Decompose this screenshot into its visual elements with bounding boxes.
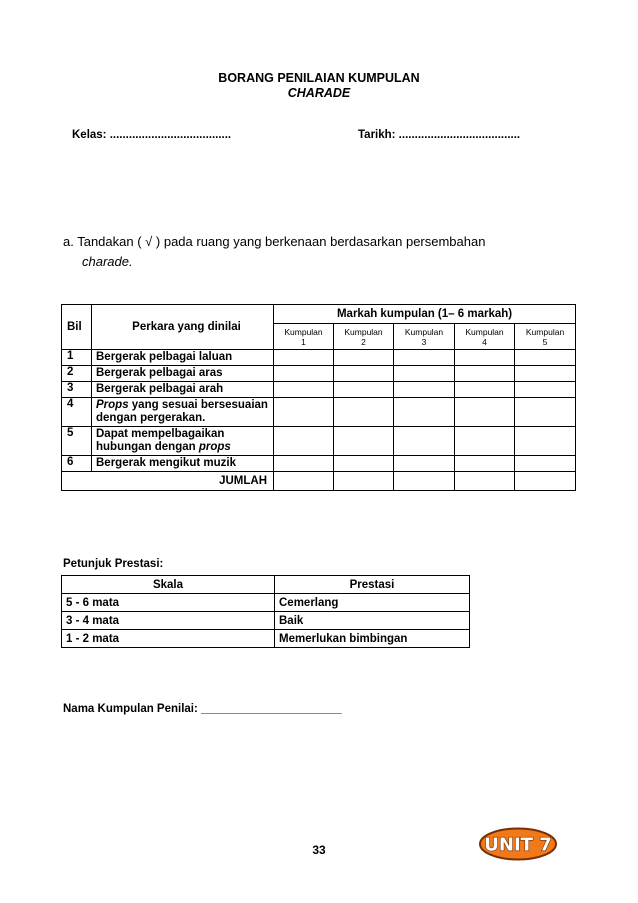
mark-cell[interactable]	[394, 427, 455, 456]
header-bil: Bil	[62, 305, 92, 350]
mark-cell[interactable]	[455, 382, 515, 398]
table-row: 3 - 4 mata Baik	[62, 612, 470, 630]
table-row: 6 Bergerak mengikut muzik	[62, 456, 576, 472]
mark-cell[interactable]	[394, 456, 455, 472]
mark-cell[interactable]	[515, 366, 576, 382]
mark-cell[interactable]	[515, 350, 576, 366]
mark-cell[interactable]	[274, 350, 334, 366]
group-header-5: Kumpulan 5	[515, 324, 576, 350]
mark-cell[interactable]	[455, 350, 515, 366]
group-header-1: Kumpulan 1	[274, 324, 334, 350]
mark-cell[interactable]	[274, 456, 334, 472]
total-cell[interactable]	[455, 472, 515, 491]
mark-cell[interactable]	[455, 398, 515, 427]
header-skala: Skala	[62, 576, 275, 594]
unit-7-badge	[478, 827, 558, 861]
mark-cell[interactable]	[274, 366, 334, 382]
badge-text: UNIT 7	[484, 834, 552, 856]
mark-cell[interactable]	[515, 398, 576, 427]
mark-cell[interactable]	[515, 382, 576, 398]
header-markah: Markah kumpulan (1– 6 markah)	[274, 305, 576, 324]
mark-cell[interactable]	[334, 382, 394, 398]
mark-cell[interactable]	[394, 350, 455, 366]
header-prestasi: Prestasi	[275, 576, 470, 594]
form-title: BORANG PENILAIAN KUMPULAN	[218, 71, 420, 85]
group-header-2: Kumpulan 2	[334, 324, 394, 350]
nama-kumpulan-field: Nama Kumpulan Penilai: ______________________	[63, 703, 342, 715]
mark-cell[interactable]	[334, 366, 394, 382]
petunjuk-label: Petunjuk Prestasi:	[63, 558, 164, 570]
marks-table	[61, 304, 576, 491]
mark-cell[interactable]	[394, 398, 455, 427]
mark-cell[interactable]	[455, 366, 515, 382]
group-header-4: Kumpulan 4	[455, 324, 515, 350]
mark-cell[interactable]	[334, 456, 394, 472]
table-row: 2 Bergerak pelbagai aras	[62, 366, 576, 382]
page-number: 33	[312, 843, 326, 857]
mark-cell[interactable]	[394, 366, 455, 382]
kelas-field: Kelas: ......................................	[72, 129, 232, 141]
performance-scale-table	[61, 575, 470, 648]
mark-cell[interactable]	[455, 456, 515, 472]
mark-cell[interactable]	[515, 427, 576, 456]
form-subtitle: CHARADE	[287, 86, 351, 100]
total-cell[interactable]	[334, 472, 394, 491]
mark-cell[interactable]	[334, 350, 394, 366]
table-row: 3 Bergerak pelbagai arah	[62, 382, 576, 398]
scale-header-row	[62, 576, 470, 594]
table-row: 4 Props yang sesuai bersesuaian dengan pergerakan.	[62, 398, 576, 427]
instruction-line-2: charade.	[82, 254, 133, 269]
table-row: 5 - 6 mata Cemerlang	[62, 594, 470, 612]
tarikh-field: Tarikh: ......................................	[358, 129, 521, 141]
mark-cell[interactable]	[274, 427, 334, 456]
header-perkara: Perkara yang dinilai	[92, 305, 274, 350]
table-row: 1 - 2 mata Memerlukan bimbingan	[62, 630, 470, 648]
group-header-3: Kumpulan 3	[394, 324, 455, 350]
table-row: 1 Bergerak pelbagai laluan	[62, 350, 576, 366]
total-label: JUMLAH	[62, 472, 274, 491]
mark-cell[interactable]	[274, 398, 334, 427]
mark-cell[interactable]	[515, 456, 576, 472]
total-cell[interactable]	[515, 472, 576, 491]
instruction-line-1: a. Tandakan ( √ ) pada ruang yang berkenaan berdasarkan persembahan	[63, 234, 486, 249]
total-row	[62, 472, 576, 491]
mark-cell[interactable]	[394, 382, 455, 398]
total-cell[interactable]	[274, 472, 334, 491]
total-cell[interactable]	[394, 472, 455, 491]
mark-cell[interactable]	[455, 427, 515, 456]
mark-cell[interactable]	[334, 398, 394, 427]
mark-cell[interactable]	[274, 382, 334, 398]
mark-cell[interactable]	[334, 427, 394, 456]
table-row: 5 Dapat mempelbagaikan hubungan dengan props	[62, 427, 576, 456]
